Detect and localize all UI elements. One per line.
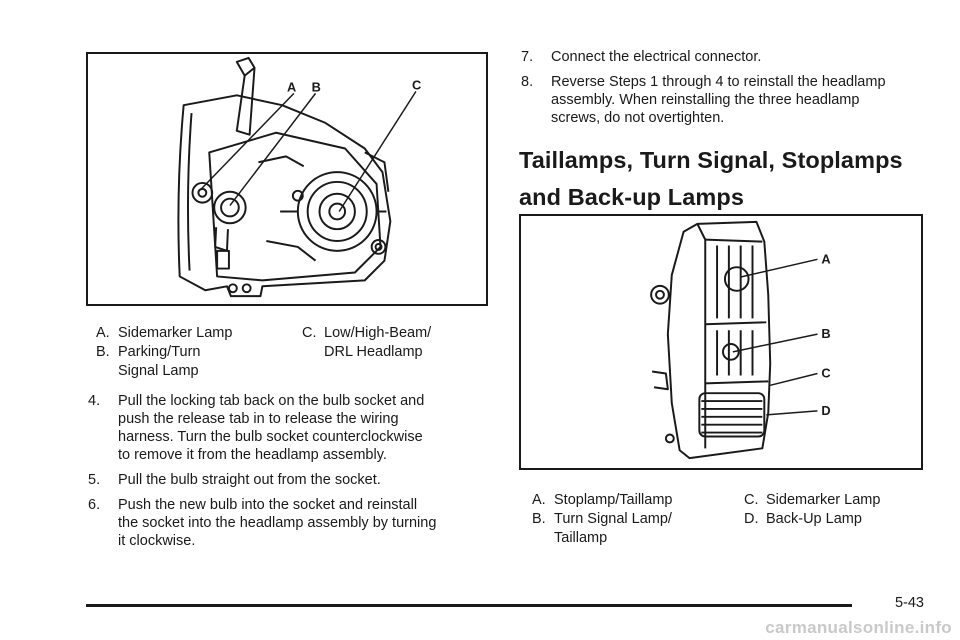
left-steps-list [88, 392, 488, 557]
headlamp-legend: A. Sidemarker Lamp B. Parking/Turn Signal Lamp C. Low/High-Beam/ DRL Headlamp [96, 325, 432, 379]
right-steps-list [521, 48, 941, 134]
headlamp-callout-b: B [311, 79, 321, 95]
taillamp-figure [519, 214, 923, 470]
section-title: Taillamps, Turn Signal, Stoplamps and Back-up Lamps [519, 147, 903, 210]
headlamp-callout-c: C [412, 77, 422, 93]
taillamp-callout-c: C [821, 365, 831, 381]
taillamp-callout-a: A [821, 251, 831, 267]
headlamp-illustration [88, 54, 486, 304]
step-item: 8. Reverse Steps 1 through 4 to reinstall the headlamp assembly. When reinstalling the three headlamp screws, do not overtighten. [521, 74, 886, 126]
step-item: 5. Pull the bulb straight out from the socket. [88, 472, 381, 488]
step-item: 7. Connect the electrical connector. [521, 49, 762, 65]
step-item: 4. Pull the locking tab back on the bulb socket and push the release tab in to release the wiring harness. Turn the bulb socket counterclockwise to remove it from the headlamp assembly. [88, 393, 425, 463]
headlamp-figure [86, 52, 488, 306]
step-item: 6. Push the new bulb into the socket and reinstall the socket into the headlamp assembly by turning it clockwise. [88, 497, 437, 549]
taillamp-legend: A. Stoplamp/Taillamp B. Turn Signal Lamp/ Taillamp C. Sidemarker Lamp D. Back-Up Lamp [532, 492, 881, 546]
footer-rule [86, 604, 852, 607]
taillamp-illustration [521, 216, 921, 468]
page-number: 5-43 [894, 595, 924, 611]
headlamp-callout-a: A [287, 79, 297, 95]
taillamp-callout-b: B [821, 326, 831, 342]
taillamp-callout-d: D [821, 402, 831, 418]
watermark: carmanualsonline.info [765, 618, 952, 637]
